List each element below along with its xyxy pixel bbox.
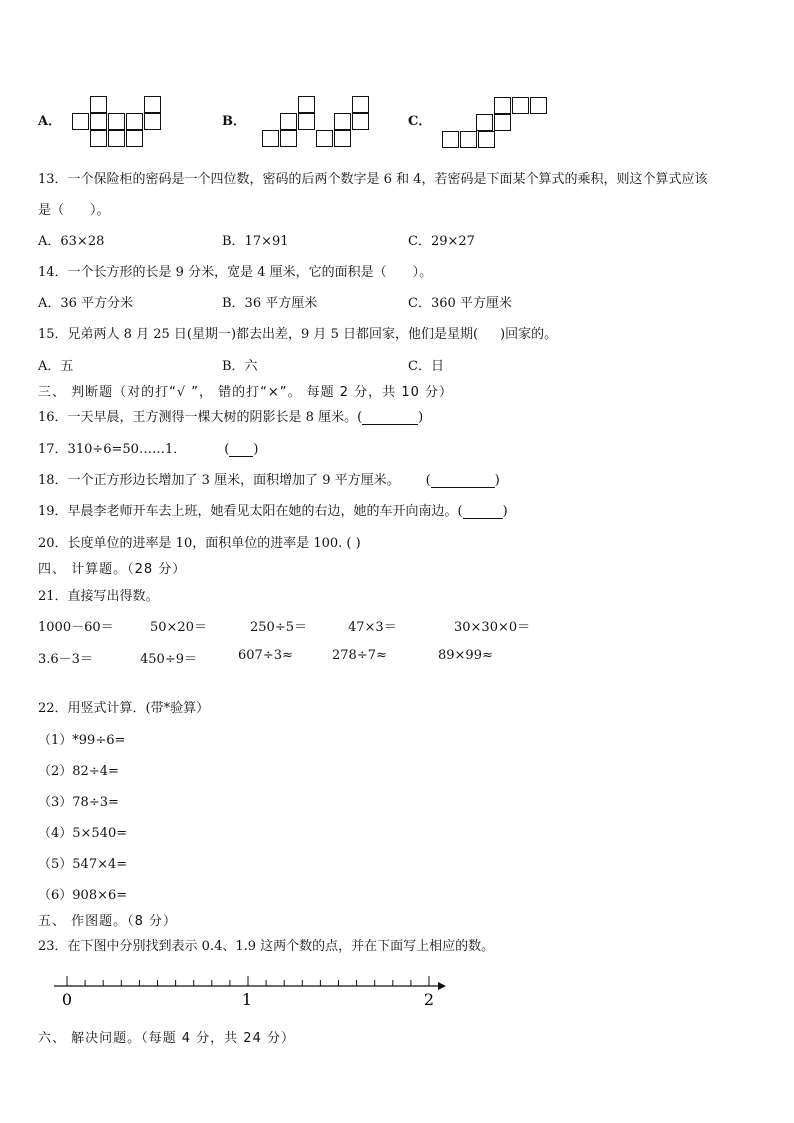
q13-option-c: C．29×27 [408,234,475,249]
q16-close-paren: ) [418,410,424,425]
q13-stem: 13．一个保险柜的密码是一个四位数，密码的后两个数字是 6 和 4，若密码是下面某个算式的乘积，则这个算式应该 [38,172,708,187]
section-3-heading: 三、 判断题（对的打“√ ”， 错的打“×”。 每题 2 分，共 10 分） [38,385,453,400]
q13-stem-continued: 是（ ）。 [38,203,110,218]
q18 [38,469,500,488]
q17-answer-blank[interactable] [229,443,253,457]
q21-expr: 50×20＝ [150,620,207,635]
number-line [40,968,460,1010]
q21-stem: 21．直接写出得数。 [38,589,159,604]
q15-stem-end: )回家的。 [500,327,558,342]
q19-close-paren: ) [502,504,508,519]
number-line-label-1: 1 [241,990,253,1009]
q22-stem: 22．用竖式计算．(带*验算） [38,701,210,716]
q15-option-c: C．日 [408,359,444,374]
q14-option-b: B．36 平方厘米 [222,296,318,311]
q14-stem: 14．一个长方形的长是 9 分米，宽是 4 厘米，它的面积是（ ）。 [38,265,433,280]
q22-item: （2）82÷4= [38,764,119,779]
q21-expr: 607÷3≈ [238,648,293,663]
section-5-heading: 五、 作图题。（8 分） [38,914,178,929]
q20: 20．长度单位的进率是 10，面积单位的进率是 100. ( ) [38,536,361,551]
number-line-label-0: 0 [61,990,73,1009]
number-line-label-2: 2 [423,990,435,1009]
q22-item: （1）*99÷6= [38,733,126,748]
q16 [38,406,423,425]
q12-option-b-label: B． [222,114,246,129]
q21-expr: 450÷9＝ [140,652,197,667]
q21-expr: 1000－60＝ [38,620,114,635]
q15-stem [38,323,557,342]
q14-option-c: C．360 平方厘米 [408,296,512,311]
q14-option-a: A．36 平方分米 [38,296,134,311]
q21-expr: 30×30×0＝ [454,620,531,635]
q21-expr: 89×99≈ [438,648,493,663]
q22-item: （3）78÷3= [38,795,119,810]
q19-text: 19．早晨李老师开车去上班，她看见太阳在她的右边，她的车开向南边。( [38,504,463,519]
q13-option-b: B．17×91 [222,234,289,249]
q13-option-a: A．63×28 [38,234,105,249]
q22-item: （6）908×6= [38,888,128,903]
q21-expr: 250÷5＝ [250,620,307,635]
number-line-arrow [438,982,446,990]
q18-answer-blank[interactable] [431,474,495,488]
q15-option-b: B．六 [222,359,258,374]
q18-open-paren: ( [425,473,431,488]
q21-expr: 47×3＝ [348,620,397,635]
q17-close-paren: ) [253,442,259,457]
q15-option-a: A．五 [38,359,74,374]
q21-expr: 278÷7≈ [332,648,387,663]
q21-expr: 3.6－3＝ [38,652,93,667]
section-4-heading: 四、 计算题。（28 分） [38,562,187,577]
q19-answer-blank[interactable] [463,505,503,519]
q22-item: （4）5×540= [38,826,128,841]
number-line-ticks [67,976,429,986]
q17 [38,438,258,457]
q15-stem-text: 15．兄弟两人 8 月 25 日(星期一)都去出差，9 月 5 日都回家，他们是星期( [38,327,479,342]
q17-text: 17．310÷6=50……1． [38,442,187,457]
q12-option-a-label: A． [38,114,62,129]
q12-option-c-label: C． [408,114,432,129]
q16-text: 16．一天早晨，王方测得一棵大树的阴影长是 8 厘米。( [38,410,363,425]
q16-answer-blank[interactable] [362,411,418,425]
q18-text: 18．一个正方形边长增加了 3 厘米，面积增加了 9 平方厘米。 [38,473,400,488]
q17-open-paren: ( [224,442,230,457]
q22-item: （5）547×4= [38,857,128,872]
q23-stem: 23．在下图中分别找到表示 0.4、1.9 这两个数的点，并在下面写上相应的数。 [38,939,495,954]
section-6-heading: 六、 解决问题。（每题 4 分，共 24 分） [38,1031,295,1046]
q18-close-paren: ) [494,473,500,488]
q19 [38,500,508,519]
